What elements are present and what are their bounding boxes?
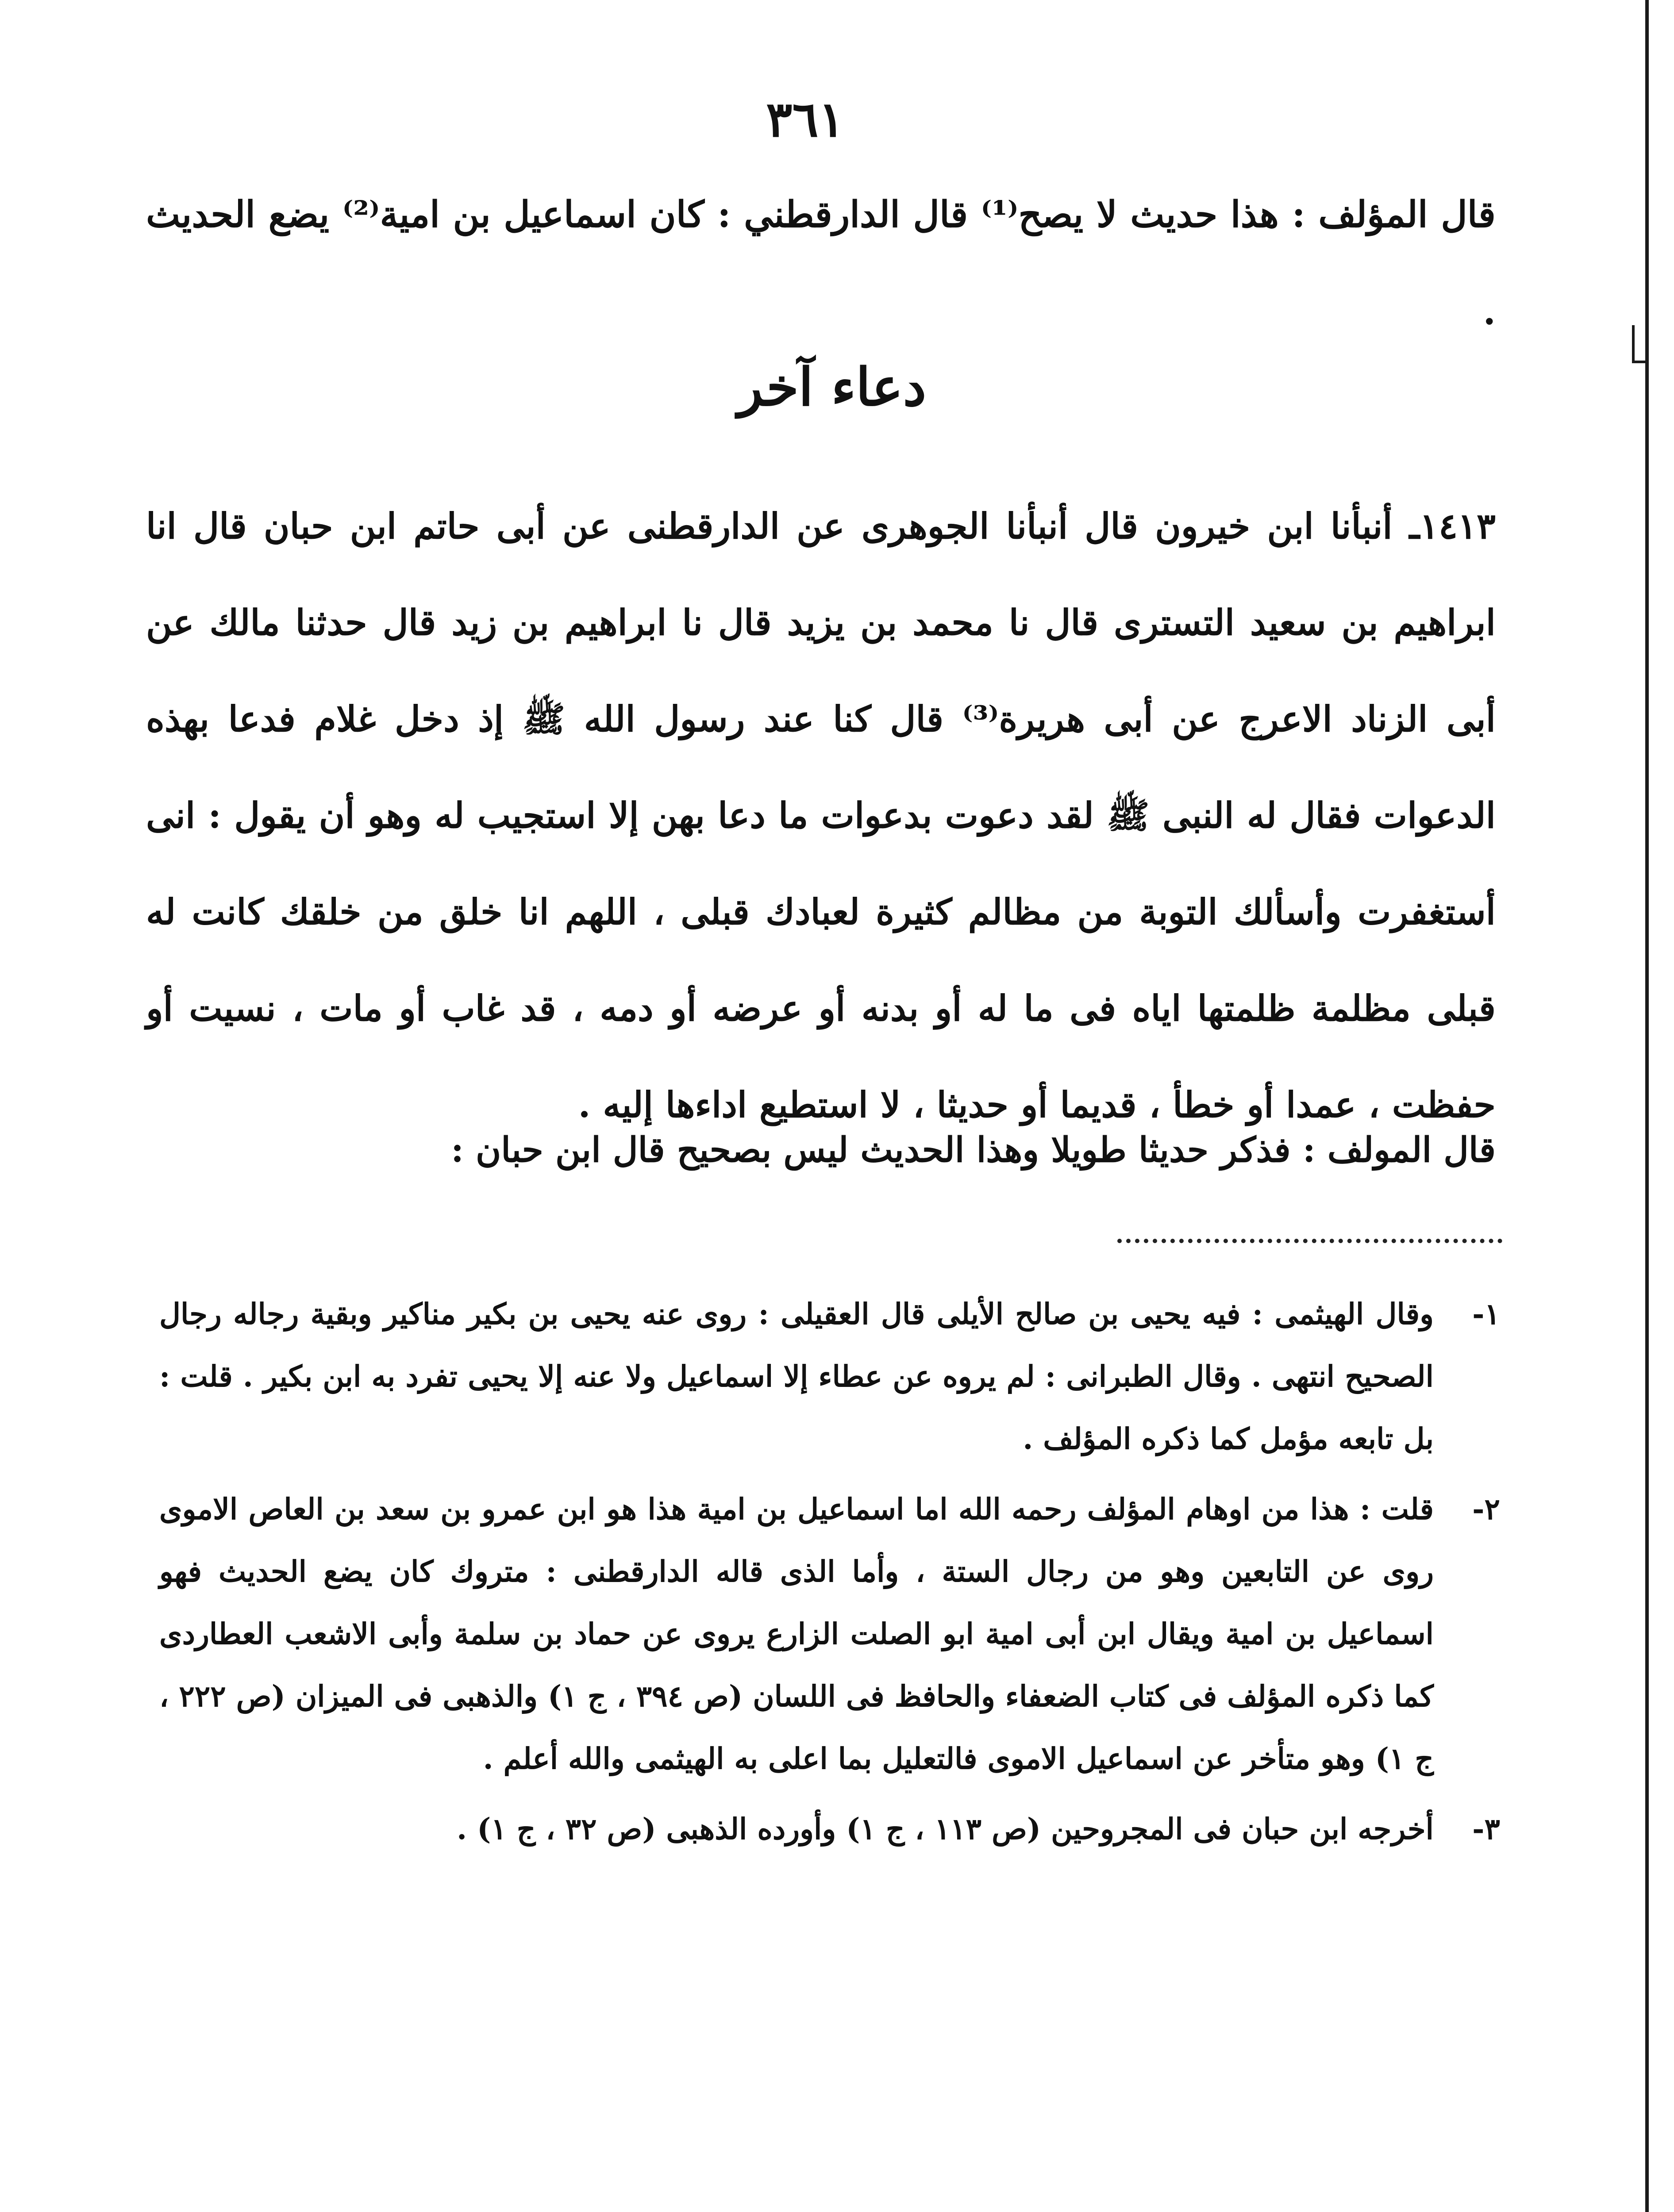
footnote-text: قلت : هذا من اوهام المؤلف رحمه الله اما اسماعيل بن امية هذا هو ابن عمرو بن سعد بن العاص الاموى روى عن التابعين وهو من رجال الستة ، وأما الذى قاله الدارقطنى : متروك كان يضع الحديث فهو اسماعيل بن امية ويقال ابن أبى امية ابو الصلت الزارع يروى عن حماد بن سلمة وأبى الاشعب العطاردى كما ذكره المؤلف فى كتاب الضعفاء والحافظ فى اللسان (ص ٣٩٤ ، ج ١) والذهبى فى الميزان (ص ٢٢٢ ، ج ١) وهو متأخر عن اسماعيل الاموى فالتعليل بما اعلى به الهيثمى والله أعلم . (159, 1492, 1434, 1776)
footnote-number: ٢- (1472, 1492, 1500, 1526)
footnote-3 (159, 1798, 1500, 1860)
footnote-2 (159, 1478, 1500, 1790)
footnote-separator (1117, 1239, 1502, 1243)
footnote-number: ٣- (1472, 1812, 1500, 1846)
section-heading: دعاء آخر (737, 356, 927, 418)
footnote-1 (159, 1283, 1500, 1470)
intro-paragraph: قال المؤلف : هذا حديث لا يصح⁽¹⁾ قال الدارقطني : كان اسماعيل بن امية⁽²⁾ يضع الحديث . (146, 193, 1496, 333)
footnotes (159, 1283, 1500, 1868)
footnote-number: ١- (1472, 1297, 1500, 1331)
footnote-text: وقال الهيثمى : فيه يحيى بن صالح الأيلى قال العقيلى : روى عنه يحيى بن بكير مناكير وبقية رجاله رجال الصحيح انتهى . وقال الطبرانى : لم يروه عن عطاء إلا اسماعيل ولا عنه إلا يحيى تفرد به ابن بكير . قلت : بل تابعه مؤمل كما ذكره المؤلف . (159, 1297, 1434, 1456)
scan-margin-mark (1632, 325, 1647, 363)
author-note: قال المولف : فذكر حديثا طويلا وهذا الحديث ليس بصحيح قال ابن حبان : (451, 1130, 1496, 1170)
page-number: ٣٦١ (766, 91, 845, 148)
footnote-text: أخرجه ابن حبان فى المجروحين (ص ١١٣ ، ج ١) وأورده الذهبى (ص ٣٢ ، ج ١) . (457, 1812, 1434, 1846)
hadith-paragraph: ١٤١٣ـ أنبأنا ابن خيرون قال أنبأنا الجوهرى عن الدارقطنى عن أبى حاتم ابن حبان قال انا ابراهيم بن سعيد التسترى قال نا محمد بن يزيد قال نا ابراهيم بن زيد قال حدثنا مالك عن أبى الزناد الاعرج عن أبى هريرة⁽³⁾ قال كنا عند رسول الله ﷺ إذ دخل غلام فدعا بهذه الدعوات فقال له النبى ﷺ لقد دعوت بدعوات ما دعا بهن إلا استجيب له وهو أن يقول : انى أستغفرت وأسألك التوبة من مظالم كثيرة لعبادك قبلى ، اللهم انا خلق من خلقك كانت له قبلى مظلمة ظلمتها اياه فى ما له أو بدنه أو عرضه أو دمه ، قد غاب أو مات ، نسيت أو حفظت ، عمدا أو خطأ ، قديما أو حديثا ، لا استطيع اداءها إليه . (146, 505, 1496, 1125)
